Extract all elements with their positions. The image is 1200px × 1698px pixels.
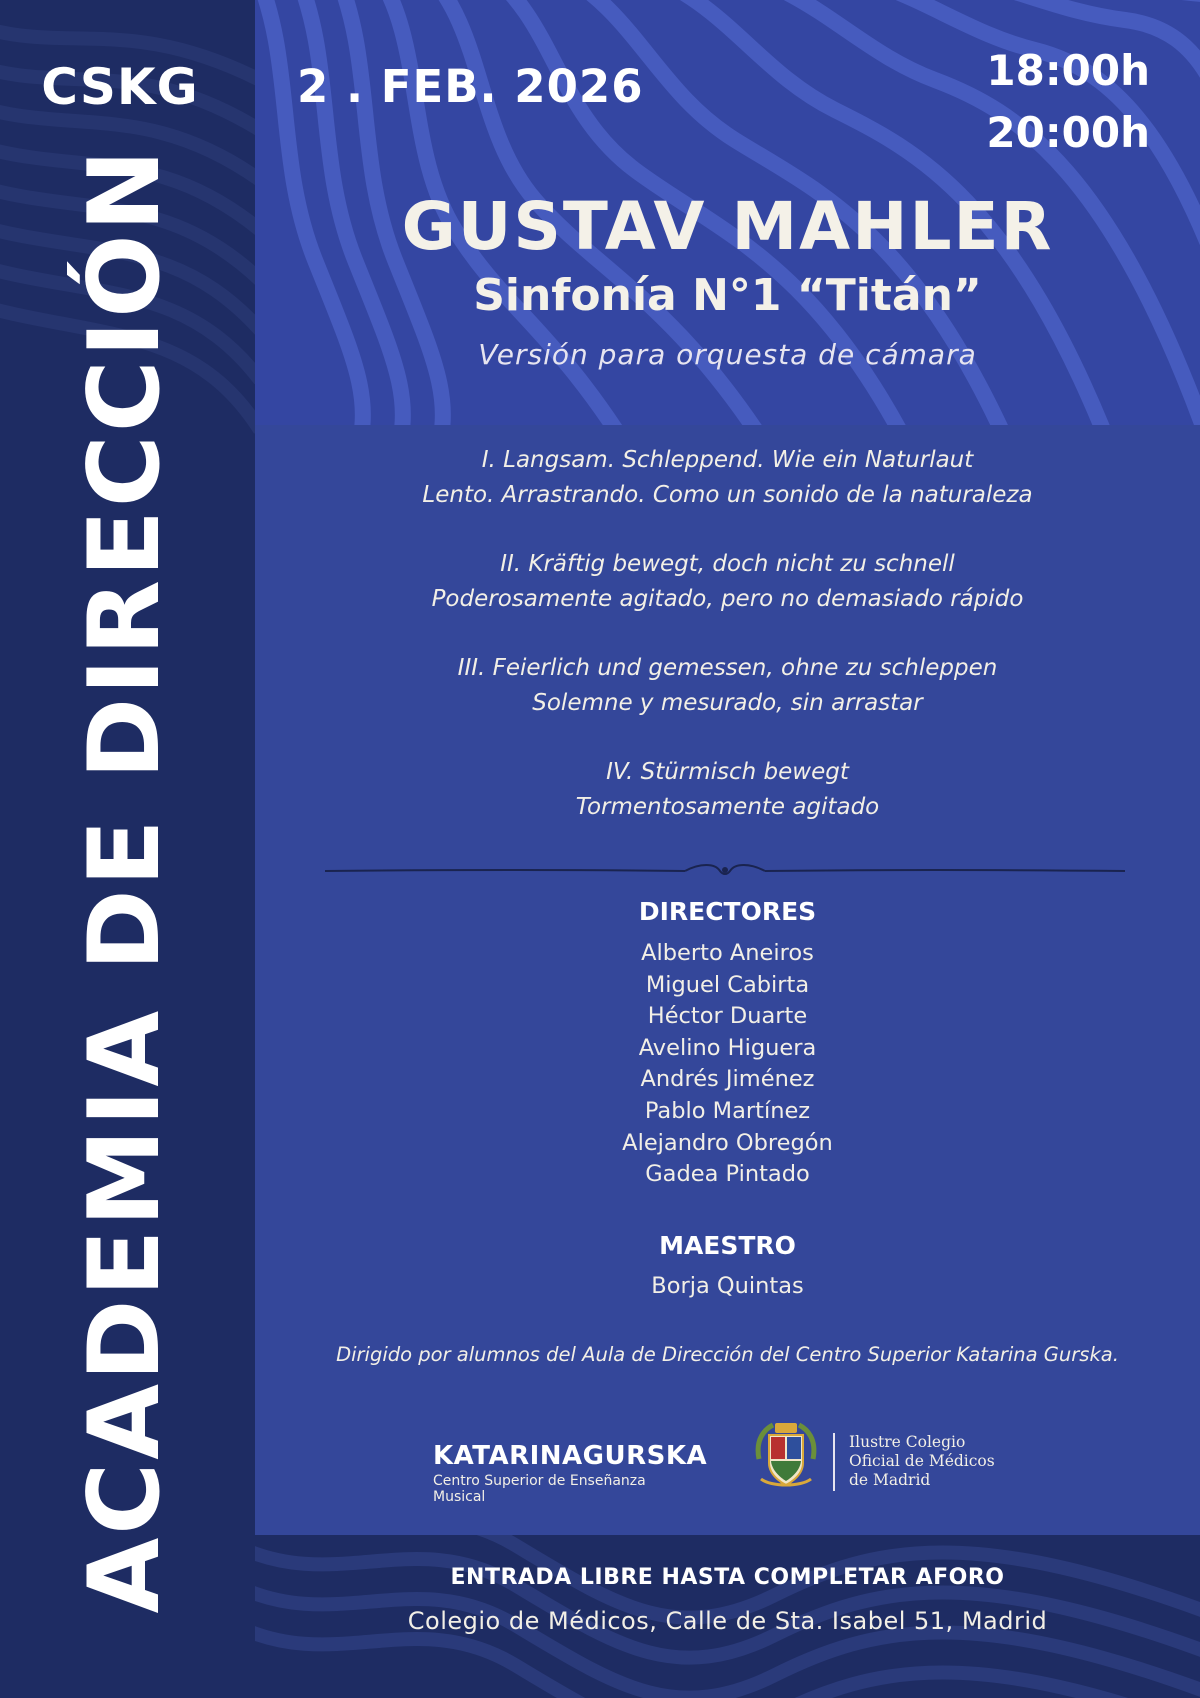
movement-translation: Lento. Arrastrando. Como un sonido de la naturaleza xyxy=(422,482,1033,508)
movement-original: IV. Stürmisch bewegt xyxy=(606,759,849,785)
maestro-heading: MAESTRO xyxy=(659,1231,796,1260)
director-name: Pablo Martínez xyxy=(644,1097,811,1124)
venue-address: Colegio de Médicos, Calle de Sta. Isabel 51, Madrid xyxy=(407,1607,1048,1635)
icom-logo xyxy=(833,1433,995,1491)
movement-translation: Solemne y mesurado, sin arrastar xyxy=(532,690,923,716)
director-name: Alberto Aneiros xyxy=(641,940,814,966)
header-area xyxy=(255,0,1200,425)
katarina-gurska-logo xyxy=(433,1441,708,1505)
icom-line: Ilustre Colegio xyxy=(849,1433,966,1451)
movement-translation: Poderosamente agitado, pero no demasiado rápido xyxy=(431,586,1024,612)
katarina-logo-subtitle: Centro Superior de Enseñanza Musical xyxy=(433,1473,646,1505)
time-first: 18:00h xyxy=(986,46,1150,95)
event-date: 2 . FEB. 2026 xyxy=(297,60,644,113)
movement-translation: Tormentosamente agitado xyxy=(575,794,880,820)
director-name: Gadea Pintado xyxy=(645,1161,810,1188)
director-name: Héctor Duarte xyxy=(647,1003,808,1030)
event-times xyxy=(986,40,1150,164)
icom-line: Oficial de Médicos xyxy=(849,1452,995,1470)
director-name: Alejandro Obregón xyxy=(622,1129,833,1156)
coat-of-arms-icon xyxy=(751,1419,821,1491)
program-content xyxy=(255,425,1200,1535)
footer-band xyxy=(255,1535,1200,1698)
movement-3 xyxy=(255,651,1200,721)
vertical-title: ACADEMIA DE DIRECCIÓN xyxy=(68,146,182,1614)
entry-notice: ENTRADA LIBRE HASTA COMPLETAR AFORO xyxy=(450,1565,1005,1590)
director-name: Avelino Higuera xyxy=(638,1034,817,1061)
director-name: Andrés Jiménez xyxy=(640,1066,815,1093)
movement-4 xyxy=(255,755,1200,825)
left-band xyxy=(0,0,255,1698)
movement-2 xyxy=(255,547,1200,617)
directors-heading: DIRECTORES xyxy=(638,897,817,926)
movement-original: III. Feierlich und gemessen, ohne zu schleppen xyxy=(457,655,998,681)
time-second: 20:00h xyxy=(986,108,1150,157)
maestro-name: Borja Quintas xyxy=(651,1273,804,1299)
ornamental-divider xyxy=(325,861,1125,881)
icom-line: de Madrid xyxy=(849,1471,931,1489)
work-title: Sinfonía N°1 “Titán” xyxy=(473,270,982,321)
composer-name: GUSTAV MAHLER xyxy=(401,188,1054,265)
director-name: Miguel Cabirta xyxy=(645,971,810,998)
movement-original: I. Langsam. Schleppend. Wie ein Naturlaut xyxy=(481,447,974,473)
directors-list xyxy=(255,938,1200,1191)
movement-original: II. Kräftig bewegt, doch nicht zu schnell xyxy=(500,551,955,577)
version-subtitle: Versión para orquesta de cámara xyxy=(478,338,977,371)
katarina-logo-name: KATARINAGURSKA xyxy=(433,1441,708,1471)
brand-acronym: CSKG xyxy=(41,58,199,116)
credit-note: Dirigido por alumnos del Aula de Dirección del Centro Superior Katarina Gurska. xyxy=(336,1343,1119,1366)
movement-1 xyxy=(255,443,1200,513)
